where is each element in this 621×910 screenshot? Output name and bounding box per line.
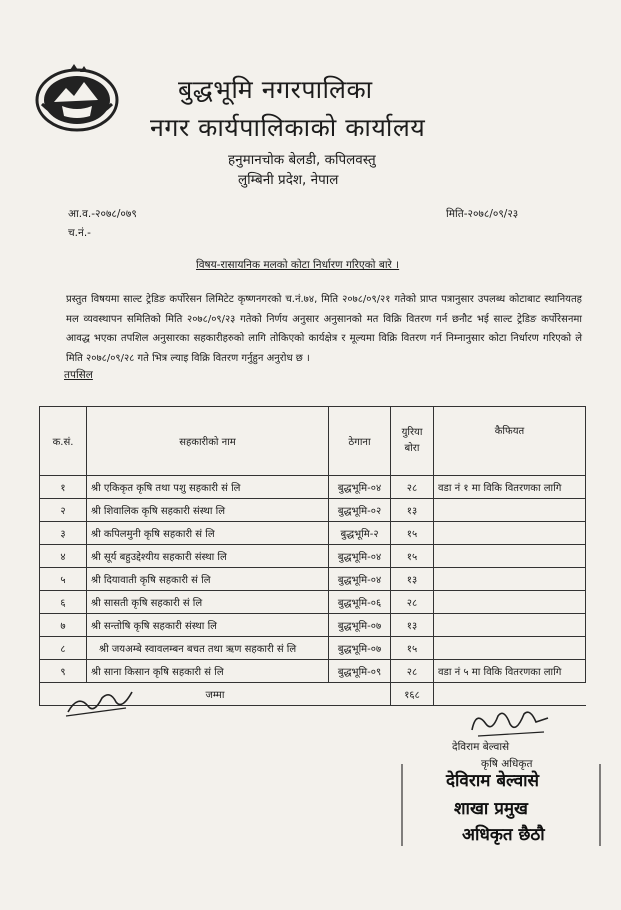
table-row (40, 476, 586, 499)
row-remarks (434, 499, 586, 522)
total-quantity: १६८ (391, 683, 434, 706)
office-name: नगर कार्यपालिकाको कार्यालय (150, 113, 426, 142)
address-line-1: हनुमानचोक बेलडी, कपिलवस्तु (228, 152, 376, 168)
row-cooperative-name: श्री सूर्य बहुउद्देश्यीय सहकारी संस्था लि (87, 545, 329, 568)
row-quantity: १५ (391, 637, 434, 660)
row-address: बुद्धभूमि-०२ (329, 499, 391, 522)
row-quantity: १५ (391, 522, 434, 545)
stamp-name: देविराम बेल्वासे (446, 771, 540, 791)
table-row (40, 660, 586, 683)
row-quantity: २८ (391, 591, 434, 614)
header-urea-bags: युरिया बोरा (391, 407, 434, 476)
letter-body: प्रस्तुत विषयमा साल्ट ट्रेडिङ कर्पोरेसन लिमिटेट कृष्णनगरको च.नं.७४, मिति २०७८/०९/२१ गतेको प्राप्त पत्रानुसार उपलब्ध कोटाबाट स्थानियतह मल व्यवस्थापन समितिको मिति २०७८/०९/२३ गतेको निर्णय अनुसार अनुसानको मत विक्रि वितरण गर्न छनौट भई साल्ट ट्रेडिङ कर्पोरेसनमा आवद्ध भएका तपशिल अनुसारका सहकारीहरुको लागि तोकिएको कार्यक्षेत्र र मूल्यमा विक्रि वितरण गर्न निम्नानुसार कोटा निर्धारण गरिएको ले मिति २०७८/०९/२८ गते भित्र ल्याइ विक्रि वितरण गर्नुहुन अनुरोध छ । (66, 294, 582, 364)
total-label: जम्मा (40, 683, 391, 706)
row-quantity: १५ (391, 545, 434, 568)
fiscal-year: आ.व.-२०७८/०७९ (68, 208, 137, 220)
row-quantity: १३ (391, 568, 434, 591)
total-remarks-empty (434, 683, 586, 706)
nepal-emblem-logo (34, 60, 120, 134)
address-line-2: लुम्बिनी प्रदेश, नेपाल (238, 172, 339, 188)
header-address: ठेगाना (329, 407, 391, 476)
row-address: बुद्धभूमि-०६ (329, 591, 391, 614)
municipality-name: बुद्धभूमि नगरपालिका (178, 75, 373, 104)
row-remarks (434, 545, 586, 568)
row-quantity: २८ (391, 476, 434, 499)
row-cooperative-name: श्री जयअम्बे स्वावलम्बन बचत तथा ऋण सहकारी सं लि (87, 637, 329, 660)
row-remarks: वडा नं १ मा विकि वितरणका लागि (434, 476, 586, 499)
table-row (40, 499, 586, 522)
row-address: बुद्धभूमि-०७ (329, 614, 391, 637)
initial-signature (64, 686, 136, 720)
header-remarks: कैफियत (434, 407, 586, 476)
row-cooperative-name: श्री एकिकृत कृषि तथा पशु सहकारी सं लि (87, 476, 329, 499)
row-serial: ८ (40, 637, 87, 660)
row-cooperative-name: श्री कपिलमुनी कृषि सहकारी सं लि (87, 522, 329, 545)
header-cooperative-name: सहकारीको नाम (87, 407, 329, 476)
table-row (40, 614, 586, 637)
table-row (40, 568, 586, 591)
subject-line: विषय-रासायनिक मलको कोटा निर्धारण गरिएको बारे । (196, 259, 400, 271)
row-address: बुद्धभूमि-२ (329, 522, 391, 545)
row-address: बुद्धभूमि-०४ (329, 545, 391, 568)
stamp-officer-rank: अधिकृत छैठौ (462, 825, 545, 845)
table-row (40, 637, 586, 660)
row-remarks (434, 522, 586, 545)
table-header-row (40, 407, 586, 476)
row-serial: ३ (40, 522, 87, 545)
row-remarks (434, 614, 586, 637)
quota-table (39, 406, 586, 706)
row-address: बुद्धभूमि-०९ (329, 660, 391, 683)
officer-title: कृषि अधिकृत (481, 758, 533, 770)
row-cooperative-name: श्री दियावाती कृषि सहकारी सं लि (87, 568, 329, 591)
stamp-section-head: शाखा प्रमुख (454, 799, 528, 819)
row-remarks (434, 568, 586, 591)
row-address: बुद्धभूमि-०४ (329, 476, 391, 499)
header-serial: क.सं. (40, 407, 87, 476)
reference-number: च.नं.- (68, 227, 91, 239)
row-quantity: १३ (391, 499, 434, 522)
row-quantity: १३ (391, 614, 434, 637)
row-remarks (434, 591, 586, 614)
row-serial: ९ (40, 660, 87, 683)
row-remarks (434, 637, 586, 660)
row-serial: ६ (40, 591, 87, 614)
row-remarks: वडा नं ५ मा विकि वितरणका लागि (434, 660, 586, 683)
table-row (40, 522, 586, 545)
table-row (40, 545, 586, 568)
officer-name: देविराम बेल्वासे (452, 741, 510, 753)
row-serial: १ (40, 476, 87, 499)
row-address: बुद्धभूमि-०४ (329, 568, 391, 591)
row-cooperative-name: श्री शिवालिक कृषि सहकारी संस्था लि (87, 499, 329, 522)
row-serial: ४ (40, 545, 87, 568)
details-label: तपसिल (64, 369, 93, 381)
row-quantity: २८ (391, 660, 434, 683)
officer-signature (464, 706, 554, 740)
table-row (40, 591, 586, 614)
row-serial: २ (40, 499, 87, 522)
row-cooperative-name: श्री साना किसान कृषि सहकारी सं लि (87, 660, 329, 683)
row-cooperative-name: श्री सन्तोषि कृषि सहकारी संस्था लि (87, 614, 329, 637)
row-serial: ५ (40, 568, 87, 591)
row-serial: ७ (40, 614, 87, 637)
letter-date: मिति-२०७८/०९/२३ (446, 208, 519, 220)
row-cooperative-name: श्री सासती कृषि सहकारी सं लि (87, 591, 329, 614)
row-address: बुद्धभूमि-०७ (329, 637, 391, 660)
